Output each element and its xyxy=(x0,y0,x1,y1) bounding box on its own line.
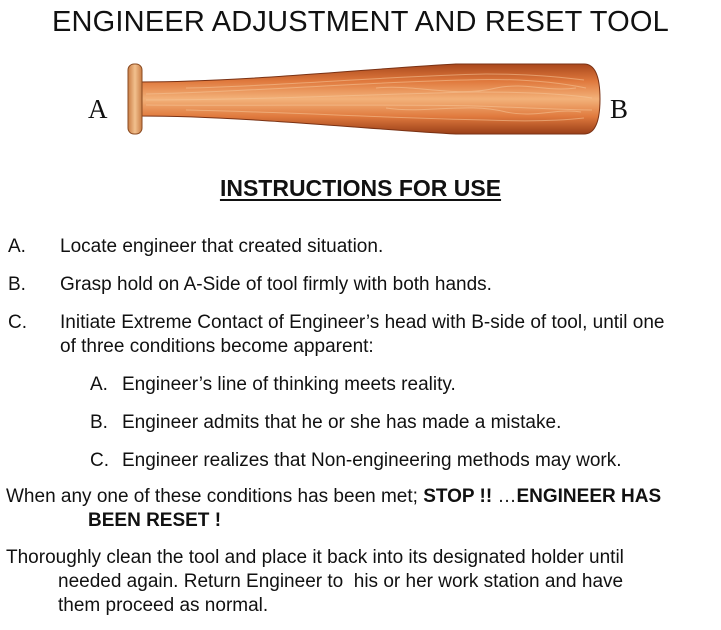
step-text: Locate engineer that created situation. xyxy=(60,236,384,257)
step-letter: B. xyxy=(8,274,26,295)
bat-knob xyxy=(128,64,142,134)
reset-note xyxy=(6,485,718,533)
condition-text: Engineer admits that he or she has made a mistake. xyxy=(122,412,562,433)
cleanup-note xyxy=(6,546,718,618)
baseball-bat-illustration xyxy=(126,58,601,140)
cleanup-note-line-2: needed again. Return Engineer to his or her work station and have xyxy=(58,571,624,592)
condition-c xyxy=(90,449,710,475)
instructions-heading: INSTRUCTIONS FOR USE xyxy=(219,175,502,201)
condition-letter: C. xyxy=(90,450,109,471)
step-b xyxy=(8,273,718,299)
condition-text: Engineer’s line of thinking meets reality. xyxy=(122,374,456,395)
condition-a xyxy=(90,373,710,399)
reset-note-prefix: When any one of these conditions has been met; xyxy=(6,486,424,507)
condition-letter: B. xyxy=(90,412,108,433)
bat-label-a: A xyxy=(88,94,108,124)
cleanup-note-line-3: them proceed as normal. xyxy=(58,595,269,616)
been-reset-callout: BEEN RESET ! xyxy=(88,510,222,531)
reset-note-ellipsis: … xyxy=(492,486,517,507)
step-letter: C. xyxy=(8,312,27,333)
engineer-has-callout: ENGINEER HAS xyxy=(516,486,662,507)
step-text-line-1: Initiate Extreme Contact of Engineer’s head with B-side of tool, until one xyxy=(60,312,665,333)
stop-callout: STOP !! xyxy=(423,486,493,507)
step-text-line-2: of three conditions become apparent: xyxy=(60,336,374,357)
step-letter: A. xyxy=(8,236,26,257)
bat-label-b: B xyxy=(610,94,629,124)
step-text: Grasp hold on A-Side of tool firmly with both hands. xyxy=(60,274,492,295)
condition-b xyxy=(90,411,710,437)
step-a xyxy=(8,235,718,261)
condition-letter: A. xyxy=(90,374,108,395)
step-c xyxy=(8,311,720,361)
cleanup-note-line-1: Thoroughly clean the tool and place it back into its designated holder until xyxy=(6,547,624,568)
condition-text: Engineer realizes that Non-engineering methods may work. xyxy=(122,450,622,471)
page-title: ENGINEER ADJUSTMENT AND RESET TOOL xyxy=(51,6,670,38)
